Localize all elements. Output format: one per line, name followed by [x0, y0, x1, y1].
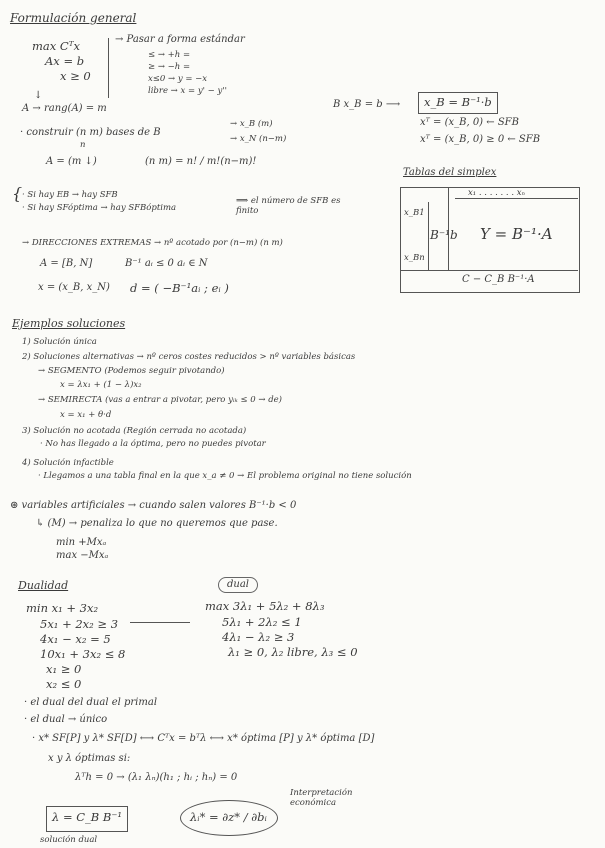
simplex-title: Tablas del simplex — [403, 167, 497, 178]
dual-tag: dual — [218, 577, 258, 593]
dual-c3: λ₁ ≥ 0, λ₂ libre, λ₃ ≤ 0 — [228, 645, 358, 659]
economic-interpretation: Interpretación económica — [290, 788, 353, 808]
primal-c2: 4x₁ − x₂ = 5 — [40, 632, 111, 646]
section-title-ejemplos: Ejemplos soluciones — [12, 317, 126, 330]
rule-free: libre → x = y' − y'' — [148, 86, 227, 96]
example-3: 3) Solución no acotada (Región cerrada no acotada) — [22, 426, 247, 436]
primal-objective: max Cᵀx — [32, 39, 81, 53]
a-matrix: A = (m ↓) — [46, 156, 97, 167]
section-title-dualidad: Dualidad — [18, 579, 69, 592]
rule-neg: x≤0 → y = −x — [148, 74, 208, 84]
example-2-segment: → SEGMENTO (Podemos seguir pivotando) — [38, 366, 225, 376]
primal-c3: 10x₁ + 3x₂ ≤ 8 — [40, 647, 126, 661]
example-3-note: · No has llegado a la óptima, pero no puedes pivotar — [40, 439, 266, 449]
rank-note: A → rang(A) = m — [22, 103, 107, 114]
primal-c1: 5x₁ + 2x₂ ≥ 3 — [40, 617, 119, 631]
xn-nm: → x_N (n−m) — [230, 134, 287, 144]
example-4-note: · Llegamos a una tabla final en la que x_a ≠ 0 → El problema original no tiene solución — [38, 471, 412, 481]
xb-solution: x_B = B⁻¹·b — [424, 95, 492, 109]
table-cost-rule — [400, 270, 578, 271]
combination-formula: (n m) = n! / m!(n−m)! — [145, 156, 257, 167]
max-penalty: max −Mxₐ — [56, 550, 109, 561]
b-inverse-b: B⁻¹b — [430, 228, 458, 242]
example-2: 2) Soluciones alternativas → nº ceros costes reducidos > nº variables básicas — [22, 352, 356, 362]
dual-obj: max 3λ₁ + 5λ₂ + 8λ₃ — [205, 599, 325, 613]
primal-nonneg: x ≥ 0 — [60, 69, 91, 83]
example-2-formula: x = λx₁ + (1 − λ)x₂ — [60, 380, 142, 390]
dual-unique: · el dual → único — [24, 714, 108, 725]
sfb-note-1: · Si hay EB → hay SFB — [22, 190, 118, 200]
bxb-eq: B x_B = b ⟶ — [333, 99, 401, 110]
reduced-costs: C − C_B B⁻¹·A — [462, 274, 535, 285]
dual-c2: 4λ₁ − λ₂ ≥ 3 — [222, 630, 295, 644]
lambda-formula: λ = C_B B⁻¹ — [52, 810, 123, 824]
sfb-finite-note: ⟹ el número de SFB es finito — [236, 196, 341, 216]
table-header-rule — [455, 198, 578, 199]
x-bn: x = (x_B, x_N) — [38, 282, 110, 293]
a-bn: A = [B, N] — [40, 258, 93, 269]
table-col-rule-2 — [428, 202, 429, 270]
complementary-slackness: λᵀh = 0 → (λ₁ λₙ)(h₁ ; hᵢ ; hₙ) = 0 — [75, 772, 238, 783]
primal-dual-arrow — [130, 622, 190, 623]
brace-line — [108, 38, 109, 98]
sfb-line-2: xᵀ = (x_B, 0) ≥ 0 ← SFB — [420, 134, 541, 145]
example-1: 1) Solución única — [22, 337, 97, 347]
shadow-price: λᵢ* = ∂z* / ∂bᵢ — [190, 810, 267, 824]
rule-geq: ≥ → −h = — [148, 62, 191, 72]
brace-icon: { — [12, 184, 23, 203]
dual-solution-label: solución dual — [40, 835, 98, 845]
down-arrow-icon: ↓ — [34, 90, 43, 101]
min-penalty: min +Mxₐ — [56, 537, 107, 548]
extreme-directions: → DIRECCIONES EXTREMAS → nº acotado por (n−m) (n m) — [22, 238, 283, 248]
direction-cond: B⁻¹ aᵢ ≤ 0 aᵢ ∈ N — [125, 258, 208, 269]
primal-obj: min x₁ + 3x₂ — [26, 601, 99, 615]
row-xb1: x_B1 — [404, 208, 425, 218]
big-m-penalty: ↳ (M) → penaliza lo que no queremos que pase. — [36, 518, 278, 529]
sfb-note-2: · Si hay SFóptima → hay SFBóptima — [22, 203, 177, 213]
construct-bases: · construir (n m) bases de B — [20, 127, 161, 138]
standard-form-title: → Pasar a forma estándar — [115, 34, 245, 45]
artificial-vars: ⊛ variables artificiales → cuando salen valores B⁻¹·b < 0 — [10, 500, 297, 511]
optimal-condition: x y λ óptimas si: — [48, 753, 131, 764]
simplex-header: x₁ . . . . . . . xₙ — [468, 188, 525, 198]
n-label: n — [80, 140, 86, 150]
dual-c1: 5λ₁ + 2λ₂ ≤ 1 — [222, 615, 302, 629]
strong-duality: · x* SF[P] y λ* SF[D] ⟷ Cᵀx = bᵀλ ⟷ x* óptima [P] y λ* óptima [D] — [32, 733, 375, 744]
direction-d: d = ( −B⁻¹aᵢ ; eᵢ ) — [130, 281, 229, 295]
sfb-line-1: xᵀ = (x_B, 0) ← SFB — [420, 117, 519, 128]
dual-of-dual: · el dual del dual el primal — [24, 697, 158, 708]
primal-c5: x₂ ≤ 0 — [46, 677, 82, 691]
example-2-direction: x = x₁ + θ·d — [60, 410, 112, 420]
example-4: 4) Solución infactible — [22, 458, 114, 468]
primal-c4: x₁ ≥ 0 — [46, 662, 82, 676]
row-xbn: x_Bn — [404, 253, 425, 263]
section-title-formulacion: Formulación general — [10, 11, 137, 25]
example-2-semirecta: → SEMIRECTA (vas a entrar a pivotar, pero yᵢₖ ≤ 0 → de) — [38, 395, 282, 405]
rule-leq: ≤ → +h = — [148, 50, 191, 60]
xb-m: → x_B (m) — [230, 119, 273, 129]
y-matrix: Y = B⁻¹·A — [480, 225, 553, 243]
primal-constraint: Ax = b — [45, 54, 85, 68]
